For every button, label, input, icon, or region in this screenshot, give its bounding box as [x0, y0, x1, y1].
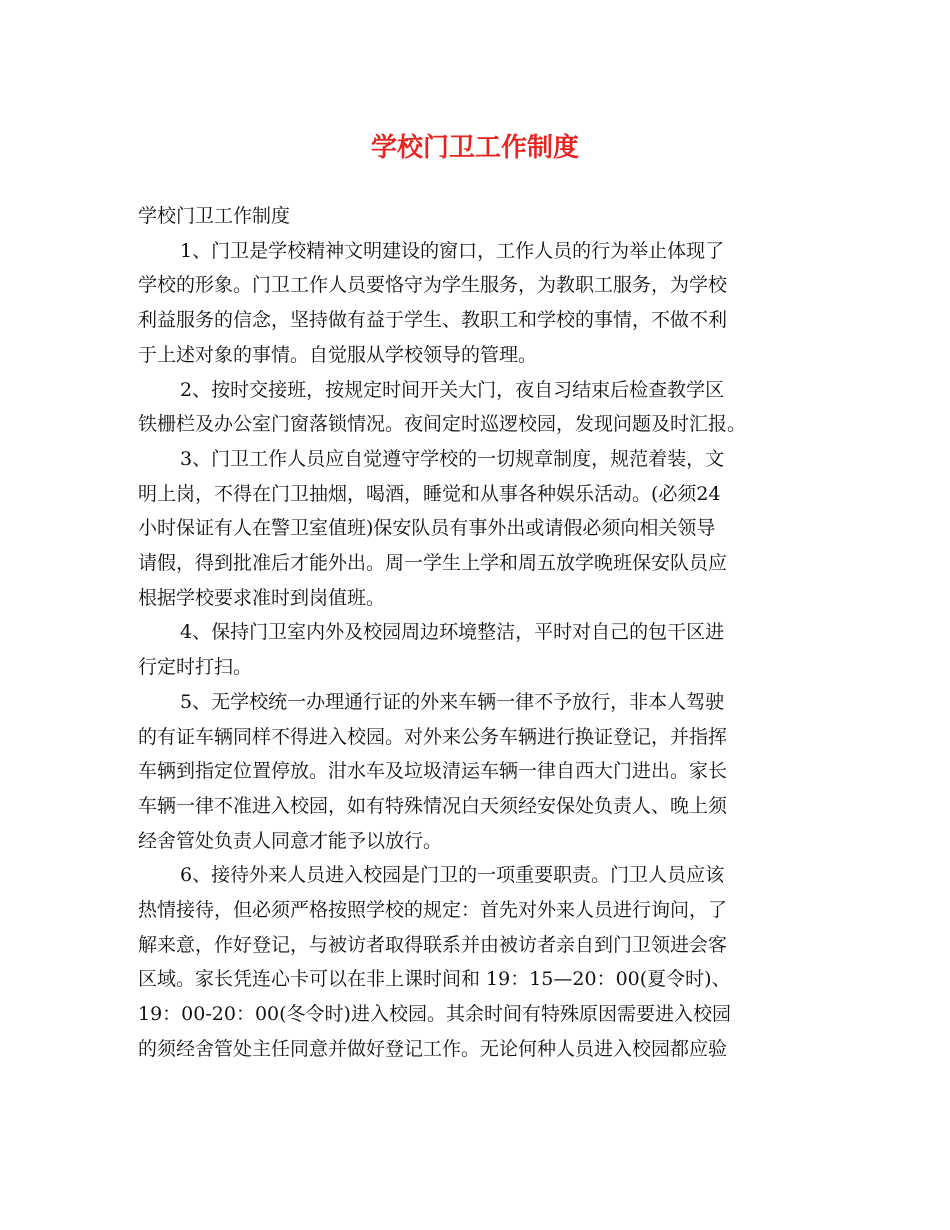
paragraph [138, 615, 814, 684]
paragraph-line: 4、保持门卫室内外及校园周边环境整洁，平时对自己的包干区进 [180, 621, 725, 644]
paragraph-line: 5、无学校统一办理通行证的外来车辆一律不予放行，非本人驾驶 [180, 690, 725, 713]
paragraph-line: 根据学校要求准时到岗值班。 [138, 586, 386, 609]
paragraph-line: 行定时打扫。 [138, 656, 253, 679]
paragraph-line: 学校的形象。门卫工作人员要恪守为学生服务，为教职工服务，为学校 [138, 274, 728, 297]
paragraph-line: 车辆一律不准进入校园，如有特殊情况白天须经安保处负责人、晚上须 [138, 794, 728, 817]
paragraph [138, 685, 814, 859]
paragraph-line: 明上岗，不得在门卫抽烟，喝酒，睡觉和从事各种娱乐活动。(必须24 [138, 482, 721, 505]
paragraph-line: 区域。家长凭连心卡可以在非上课时间和 19：15—20：00(夏令时)、 [138, 968, 731, 991]
paragraph-line: 车辆到指定位置停放。泔水车及垃圾清运车辆一律自西大门进出。家长 [138, 760, 728, 783]
paragraph-line: 利益服务的信念，坚持做有益于学生、教职工和学校的事情，不做不利 [138, 309, 728, 332]
paragraph [138, 234, 814, 373]
paragraph-line: 3、门卫工作人员应自觉遵守学校的一切规章制度，规范着装，文 [180, 447, 725, 470]
paragraph-line: 小时保证有人在警卫室值班)保安队员有事外出或请假必须向相关领导 [138, 517, 716, 540]
paragraph-line: 请假，得到批准后才能外出。周一学生上学和周五放学晚班保安队员应 [138, 552, 728, 575]
paragraph-line: 1、门卫是学校精神文明建设的窗口，工作人员的行为举止体现了 [180, 239, 725, 262]
paragraph-line: 6、接待外来人员进入校园是门卫的一项重要职责。门卫人员应该 [180, 864, 725, 887]
document-title: 学校门卫工作制度 [370, 133, 579, 163]
paragraph-line: 2、按时交接班，按规定时间开关大门，夜自习结束后检查教学区 [180, 378, 725, 401]
paragraph [138, 373, 814, 442]
paragraph-line: 热情接待，但必须严格按照学校的规定：首先对外来人员进行询问，了 [138, 899, 728, 922]
paragraph-line: 的须经舍管处主任同意并做好登记工作。无论何种人员进入校园都应验 [138, 1037, 728, 1060]
paragraph-line: 解来意，作好登记，与被访者取得联系并由被访者亲自到门卫领进会客 [138, 933, 728, 956]
paragraph-line: 经舍管处负责人同意才能予以放行。 [138, 829, 443, 852]
paragraph-line: 的有证车辆同样不得进入校园。对外来公务车辆进行换证登记，并指挥 [138, 725, 728, 748]
document-body [138, 199, 814, 1067]
paragraph [138, 442, 814, 616]
paragraph-line: 于上述对象的事情。自觉服从学校领导的管理。 [138, 343, 538, 366]
paragraph-line: 19：00-20：00(冬令时)进入校园。其余时间有特殊原因需要进入校园 [138, 1003, 731, 1026]
paragraph [138, 858, 814, 1066]
document-subtitle: 学校门卫工作制度 [138, 205, 291, 227]
paragraph-line: 铁栅栏及办公室门窗落锁情况。夜间定时巡逻校园，发现问题及时汇报。 [138, 413, 747, 436]
